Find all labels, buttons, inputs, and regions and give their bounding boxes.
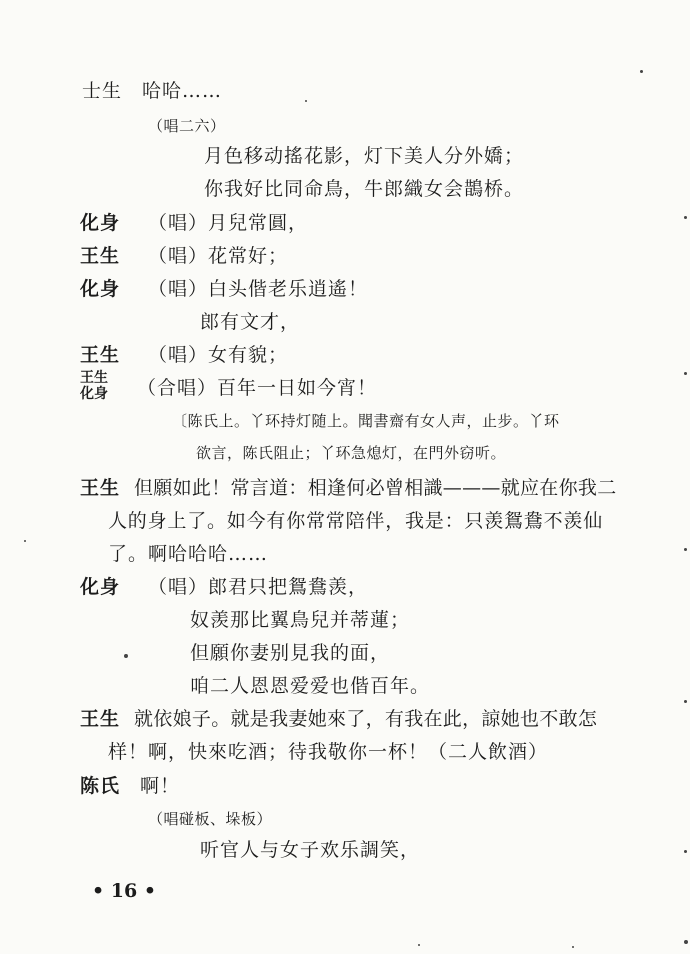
scan-speck <box>684 372 687 375</box>
lyric-line: 咱二人恩恩爱爱也偕百年。 <box>190 675 431 697</box>
text-line-1: 士生 哈哈…… <box>82 80 223 102</box>
stage-direction-line-1: 〔陈氏上。丫环持灯随上。聞書齋有女人声，止步。丫环 <box>172 412 560 430</box>
lyric-line: 但願你妻别見我的面， <box>190 642 391 664</box>
speaker-huashen: 化身 <box>80 576 121 598</box>
dialogue-line: 人的身上了。如今有你常常陪伴，我是：只羡鴛鴦不羡仙 <box>108 510 604 532</box>
dialogue-line: 就依娘子。就是我妻她來了，有我在此，諒她也不敢怎 <box>134 708 598 730</box>
dialogue-line: （唱）月兒常圓， <box>148 212 309 234</box>
dialogue-line: （唱）女有貌； <box>148 344 289 366</box>
speaker-chenshi: 陈氏 <box>80 775 121 797</box>
lyric-line-2: 你我好比同命鳥，牛郎織女会鵲桥。 <box>204 178 525 200</box>
scan-speck <box>684 940 688 944</box>
speaker-huashen: 化身 <box>80 212 121 234</box>
dialogue-line: 但願如此！常言道：相逢何必曾相識———就应在你我二 <box>134 477 617 499</box>
dialogue-line: 啊！ <box>140 775 181 797</box>
scan-speck <box>684 216 687 219</box>
scan-speck <box>124 654 128 658</box>
speaker-wangsheng: 王生 <box>80 370 108 386</box>
scan-speck <box>305 100 307 102</box>
dialogue-line: （唱）郎君只把鴛鴦羡， <box>148 576 369 598</box>
dialogue-line: （唱）白头偕老乐逍遙！ <box>148 278 369 300</box>
speaker-wangsheng: 王生 <box>80 477 121 499</box>
lyric-line: 奴羡那比翼鳥兒并蒂蓮； <box>190 609 411 631</box>
speaker-wangsheng: 王生 <box>80 344 121 366</box>
speaker-wangsheng: 王生 <box>80 245 121 267</box>
scan-speck <box>684 700 687 703</box>
page-number: • 16 • <box>92 880 156 902</box>
scan-speck <box>572 946 574 948</box>
stage-direction-line-2: 欲言，陈氏阻止；丫环急熄灯，在門外窃听。 <box>196 444 507 462</box>
speaker-wangsheng: 王生 <box>80 708 121 730</box>
scan-speck <box>24 540 26 542</box>
dialogue-line: （合唱）百年一日如今宵！ <box>137 377 378 399</box>
stage-direction-sing-erliu: （唱二六） <box>148 117 226 135</box>
speaker-huashen: 化身 <box>80 386 108 402</box>
lyric-line: 听官人与女子欢乐調笑， <box>200 839 421 861</box>
dialogue-line: （唱）花常好； <box>148 245 289 267</box>
scan-speck <box>418 944 420 946</box>
lyric-line-1: 月色移动搖花影，灯下美人分外嬌； <box>204 145 525 167</box>
stage-direction-sing: （唱碰板、垛板） <box>148 810 273 828</box>
dialogue-line: 了。啊哈哈哈…… <box>108 543 269 565</box>
speaker-huashen: 化身 <box>80 278 121 300</box>
scan-speck <box>684 850 687 853</box>
scan-speck <box>640 70 643 73</box>
speaker-duet <box>80 370 108 402</box>
lyric-line: 郎有文才， <box>200 311 301 333</box>
scan-speck <box>684 548 687 551</box>
dialogue-line: 样！啊，快來吃酒；待我敬你一杯！（二人飲酒） <box>108 741 549 763</box>
